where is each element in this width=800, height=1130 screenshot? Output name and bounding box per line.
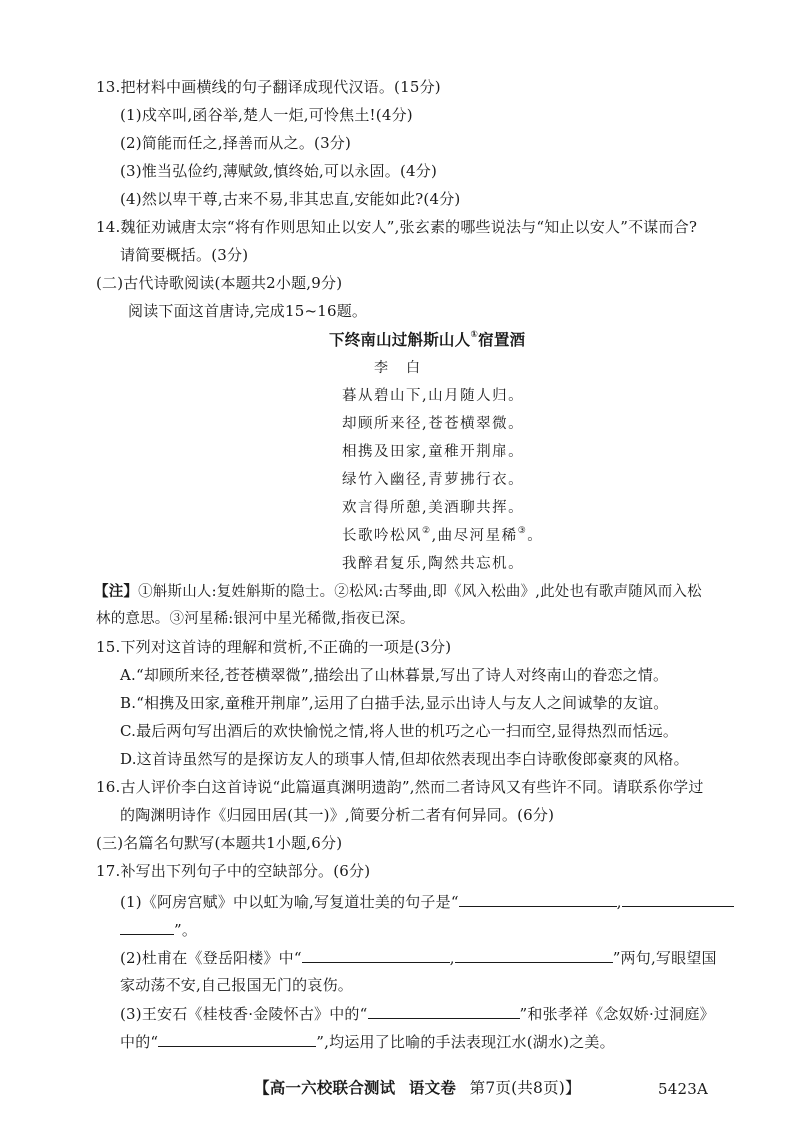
- q17-item-3-line-2: [120, 1031, 615, 1052]
- footer-open: 【高一六校联合测试: [254, 1078, 396, 1097]
- poem-note-line-1: [94, 582, 702, 602]
- q16-line-2: 的陶渊明诗作《归园田居(其一)》,简要分析二者有何异同。(6分): [120, 806, 555, 824]
- q17-item-1-blank-1[interactable]: [459, 891, 617, 907]
- footer-subject: 语文卷: [408, 1078, 457, 1097]
- q15-option-c: C.最后两句写出酒后的欢快愉悦之情,将人世的机巧之心一扫而空,显得热烈而恬远。: [120, 722, 679, 740]
- q17-item-2-blank-2[interactable]: [455, 947, 613, 963]
- poem-title-note-mark: ①: [470, 330, 479, 340]
- note-tag: 【注】: [94, 584, 139, 600]
- q14-line-1: 14.魏征劝诫唐太宗“将有作则思知止以安人”,张玄素的哪些说法与“知止以安人”不谋而合?: [96, 218, 698, 236]
- poem-line-2: 却顾所来径,苍苍横翠微。: [342, 416, 525, 432]
- q13-item-2: (2)简能而任之,择善而从之。(3分): [120, 134, 352, 152]
- q17-item-2-blank-1[interactable]: [302, 947, 450, 963]
- q17-item-1-text: (1)《阿房宫赋》中以虹为喻,写复道壮美的句子是“: [120, 893, 459, 911]
- poem-line-6-b: ,曲尽河星稀: [431, 528, 518, 544]
- poem-line-7: 我醉君复乐,陶然共忘机。: [342, 556, 525, 572]
- poem-author: 李白: [374, 360, 438, 376]
- q17-item-3-text: (3)王安石《桂枝香·金陵怀古》中的“: [120, 1005, 368, 1023]
- q17-item-3-blank-1[interactable]: [368, 1003, 520, 1019]
- q17-item-1-blank-2a[interactable]: [622, 891, 734, 907]
- poem-title-end: 宿置酒: [478, 331, 526, 349]
- q17-stem: 17.补写出下列句子中的空缺部分。(6分): [96, 862, 371, 880]
- q15-option-d: D.这首诗虽然写的是探访友人的琐事人情,但却依然表现出李白诗歌俊郎豪爽的风格。: [120, 750, 689, 768]
- q17-item-1-blank-2b[interactable]: [120, 919, 174, 935]
- footer-page-number: 第7页(共8页)】: [469, 1079, 581, 1097]
- q17-item-1-line-2: [120, 919, 197, 940]
- q17-item-1-end: ”。: [174, 921, 198, 939]
- q15-option-b: B.“相携及田家,童稚开荆扉”,运用了白描手法,显示出诗人与友人之间诚挚的友谊。: [120, 694, 669, 712]
- poem-note-line-2: 林的意思。③河星稀:银河中星光稀微,指夜已深。: [96, 611, 415, 627]
- poem-line-6: [342, 526, 543, 546]
- section3-heading: (三)名篇名句默写(本题共1小题,6分): [96, 834, 343, 852]
- q17-item-3-line2-b: ”,均运用了比喻的手法表现江水(湖水)之美。: [316, 1033, 615, 1051]
- q17-item-3-mid: ”和张孝祥《念奴娇·过洞庭》: [519, 1005, 715, 1023]
- poem-line-4: 绿竹入幽径,青萝拂行衣。: [342, 472, 525, 488]
- q15-option-a: A.“却顾所来径,苍苍横翠微”,描绘出了山林暮景,写出了诗人对终南山的眷恋之情。: [120, 666, 669, 684]
- poem-title: [329, 330, 525, 350]
- q16-line-1: 16.古人评价李白这首诗说“此篇逼真渊明遗韵”,然而二者诗风又有些许不同。请联系你学过: [96, 778, 704, 796]
- note-text-1: ①斛斯山人:复姓斛斯的隐士。②松风:古琴曲,即《风入松曲》,此处也有歌声随风而入松: [138, 584, 702, 600]
- footer-code: 5423A: [658, 1080, 709, 1098]
- poem-line-6-mark-a: ②: [422, 526, 432, 536]
- q17-item-2-end: ”两句,写眼望国: [612, 949, 717, 967]
- q17-item-3-line2-a: 中的“: [120, 1033, 159, 1051]
- poem-line-6-c: 。: [527, 528, 544, 544]
- page-footer: [254, 1078, 581, 1098]
- q17-item-2-line-2: 家动荡不安,自己报国无门的哀伤。: [120, 976, 353, 994]
- q14-line-2: 请简要概括。(3分): [120, 246, 249, 264]
- q13-item-4: (4)然以卑干尊,古来不易,非其忠直,安能如此?(4分): [120, 190, 461, 208]
- q13-item-1: (1)戍卒叫,函谷举,楚人一炬,可怜焦土!(4分): [120, 106, 413, 124]
- q13-stem: 13.把材料中画横线的句子翻译成现代汉语。(15分): [96, 78, 441, 96]
- q13-item-3: (3)惟当弘俭约,薄赋敛,慎终始,可以永固。(4分): [120, 162, 438, 180]
- q17-item-1-line-1: [120, 891, 734, 912]
- poem-line-6-a: 长歌吟松风: [342, 528, 422, 544]
- poem-title-main: 下终南山过斛斯山人: [329, 331, 471, 349]
- q17-item-2-text: (2)杜甫在《登岳阳楼》中“: [120, 949, 302, 967]
- q17-item-1-comma: ,: [616, 893, 622, 911]
- poem-line-6-mark-b: ③: [517, 526, 528, 536]
- q17-item-2-line-1: [120, 947, 717, 968]
- q17-item-3-line-1: [120, 1003, 715, 1024]
- poem-line-5: 欢言得所憩,美酒聊共挥。: [342, 500, 525, 516]
- q17-item-2-comma: ,: [449, 949, 455, 967]
- poem-line-1: 暮从碧山下,山月随人归。: [342, 388, 525, 404]
- section2-heading: (二)古代诗歌阅读(本题共2小题,9分): [96, 274, 343, 292]
- poem-line-3: 相携及田家,童稚开荆扉。: [342, 444, 525, 460]
- q17-item-3-blank-2[interactable]: [158, 1031, 316, 1047]
- q15-stem: 15.下列对这首诗的理解和赏析,不正确的一项是(3分): [96, 638, 452, 656]
- section2-intro: 阅读下面这首唐诗,完成15~16题。: [128, 302, 368, 320]
